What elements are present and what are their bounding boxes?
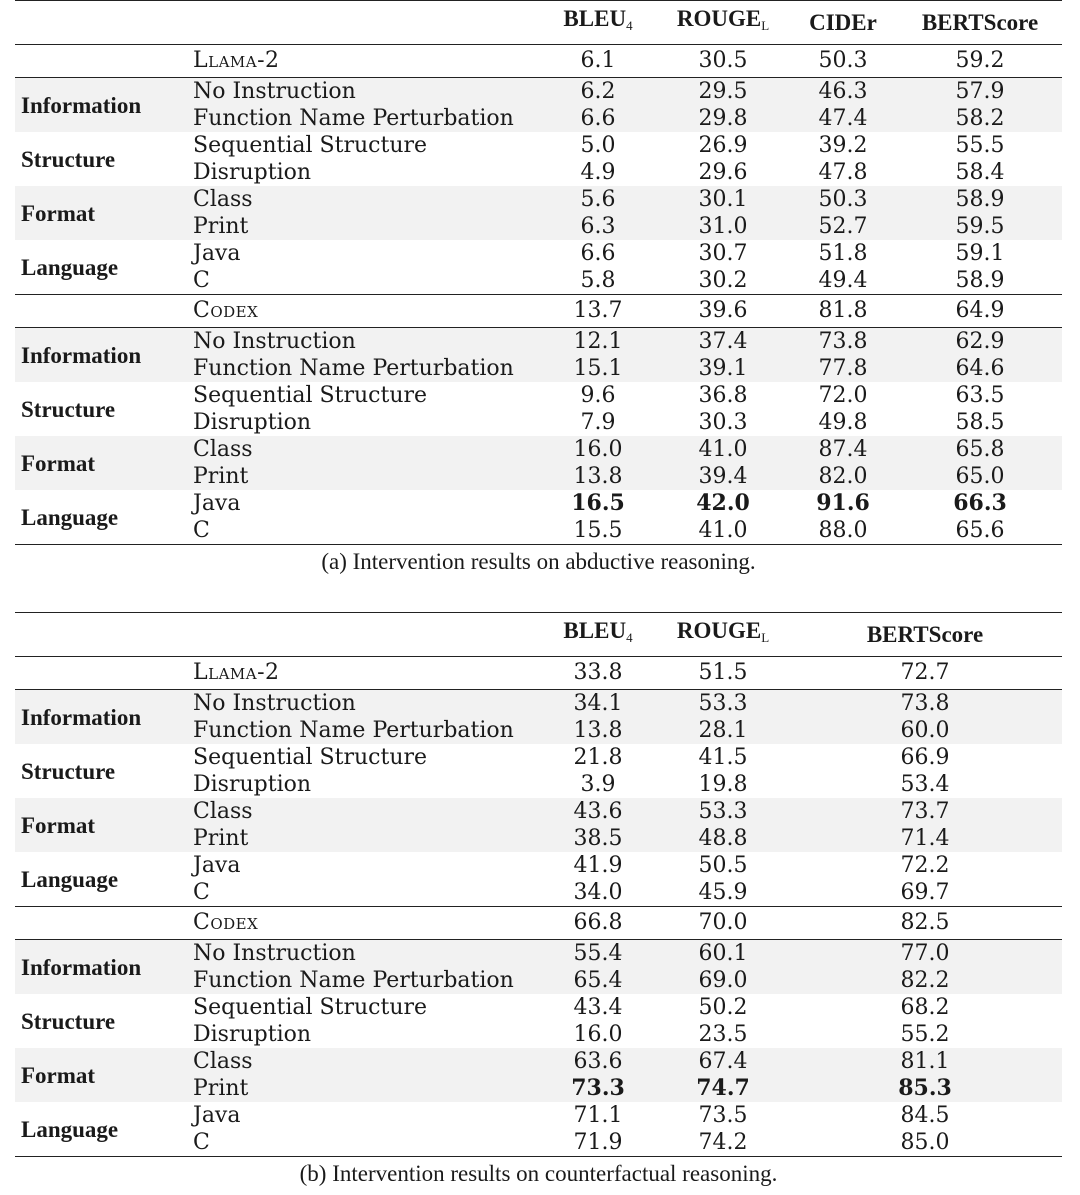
table-b-caption: (b) Intervention results on counterfactual reasoning.	[299, 1161, 778, 1186]
table-row	[15, 1102, 1062, 1129]
table-row	[15, 798, 1062, 825]
header-bleu: $BLEU_4$	[538, 1, 658, 45]
table-row	[15, 1048, 1062, 1075]
metric-value: 49.8	[818, 410, 868, 435]
intervention-name: Java	[193, 241, 241, 266]
metric-value: 9.6	[580, 383, 616, 408]
intervention-name: Java	[193, 1103, 241, 1128]
table-a-panel	[15, 0, 1062, 575]
intervention-name: Sequential Structure	[193, 133, 428, 158]
group-label: Language	[21, 1116, 119, 1142]
metric-value: 50.3	[788, 186, 898, 213]
metric-value: 34.1	[538, 690, 658, 718]
metric-value: 41.0	[698, 518, 748, 543]
intervention-name: C	[193, 1130, 210, 1155]
intervention-name: Sequential Structure	[193, 383, 428, 408]
baseline-row	[15, 295, 1062, 328]
header-bleu: $BLEU_4$	[538, 613, 658, 657]
baseline-value: 72.7	[788, 657, 1062, 690]
metric-value: 69.7	[900, 880, 950, 905]
metric-value: 53.3	[658, 690, 788, 718]
metric-value: 30.1	[658, 186, 788, 213]
metric-value: 39.2	[818, 133, 868, 158]
metric-value: 43.4	[573, 995, 623, 1020]
baseline-value: 64.9	[898, 295, 1062, 328]
metric-value: 71.4	[788, 825, 1062, 852]
metric-value: 71.1	[573, 1103, 623, 1128]
metric-value: 65.8	[898, 436, 1062, 463]
intervention-name: Disruption	[193, 410, 312, 435]
table-b-counterfactual	[15, 612, 1062, 1157]
metric-value: 59.1	[955, 241, 1005, 266]
intervention-name: Class	[193, 186, 538, 213]
intervention-name: C	[193, 268, 210, 293]
metric-value: 48.8	[658, 825, 788, 852]
table-row	[15, 436, 1062, 463]
intervention-name: No Instruction	[193, 690, 538, 718]
metric-value: 51.8	[818, 241, 868, 266]
intervention-name: Function Name Perturbation	[193, 355, 538, 382]
metric-value: 3.9	[580, 772, 616, 797]
metric-value: 55.5	[955, 133, 1005, 158]
baseline-value: 6.1	[538, 45, 658, 78]
intervention-name: Function Name Perturbation	[193, 717, 538, 744]
group-label: Information	[15, 78, 193, 133]
group-label: Language	[21, 866, 119, 892]
metric-value: 77.0	[788, 940, 1062, 968]
metric-value: 29.6	[698, 160, 748, 185]
intervention-name: Class	[193, 1048, 538, 1075]
group-label: Structure	[21, 146, 116, 172]
metric-value: 15.1	[538, 355, 658, 382]
table-row	[15, 328, 1062, 356]
metric-value: 52.7	[788, 213, 898, 240]
intervention-name: No Instruction	[193, 78, 538, 106]
group-label: Structure	[21, 758, 116, 784]
metric-value: 34.0	[573, 880, 623, 905]
model-name: Codex	[193, 907, 538, 940]
intervention-name: Disruption	[193, 1022, 312, 1047]
metric-value: 53.3	[658, 798, 788, 825]
metric-value: 4.9	[580, 160, 616, 185]
header-empty	[15, 1, 193, 45]
metric-value: 74.2	[698, 1130, 748, 1155]
metric-value: 16.5	[571, 490, 625, 516]
table-row	[15, 382, 1062, 409]
metric-value: 73.7	[788, 798, 1062, 825]
metric-value: 15.5	[573, 518, 623, 543]
group-label: Information	[15, 690, 193, 745]
baseline-value: 13.7	[538, 295, 658, 328]
group-label: Language	[21, 254, 119, 280]
metric-value: 23.5	[698, 1022, 748, 1047]
metric-value: 12.1	[538, 328, 658, 356]
intervention-name: Print	[193, 825, 538, 852]
metric-value: 60.0	[788, 717, 1062, 744]
metric-value: 29.8	[658, 105, 788, 132]
header-rouge: $ROUGE_L$	[658, 613, 788, 657]
metric-value: 68.2	[900, 995, 950, 1020]
metric-value: 65.6	[955, 518, 1005, 543]
baseline-value: 30.5	[658, 45, 788, 78]
header-rouge: $ROUGE_L$	[658, 1, 788, 45]
metric-value: 16.0	[538, 436, 658, 463]
metric-value: 38.5	[538, 825, 658, 852]
group-label: Language	[21, 504, 119, 530]
group-label: Structure	[21, 1008, 116, 1034]
metric-value: 47.4	[788, 105, 898, 132]
metric-value: 29.5	[658, 78, 788, 106]
metric-value: 31.0	[658, 213, 788, 240]
metric-value: 46.3	[788, 78, 898, 106]
baseline-row	[15, 907, 1062, 940]
intervention-name: C	[193, 518, 210, 543]
metric-value: 30.3	[698, 410, 748, 435]
metric-value: 39.1	[658, 355, 788, 382]
table-row	[15, 744, 1062, 771]
metric-value: 73.8	[788, 328, 898, 356]
baseline-value: 81.8	[788, 295, 898, 328]
metric-value: 63.6	[538, 1048, 658, 1075]
intervention-name: No Instruction	[193, 328, 538, 356]
metric-value: 85.0	[900, 1130, 950, 1155]
metric-value: 13.8	[538, 463, 658, 490]
metric-value: 30.2	[698, 268, 748, 293]
metric-value: 59.5	[898, 213, 1062, 240]
metric-value: 77.8	[788, 355, 898, 382]
metric-value: 26.9	[698, 133, 748, 158]
metric-value: 69.0	[658, 967, 788, 994]
metric-value: 19.8	[698, 772, 748, 797]
metric-value: 50.5	[698, 853, 748, 878]
baseline-value: 50.3	[788, 45, 898, 78]
model-name: Codex	[193, 295, 538, 328]
metric-value: 64.6	[898, 355, 1062, 382]
metric-value: 58.9	[955, 268, 1005, 293]
metric-value: 81.1	[788, 1048, 1062, 1075]
metric-value: 58.4	[955, 160, 1005, 185]
table-row	[15, 78, 1062, 106]
table-b-body	[15, 657, 1062, 1157]
metric-value: 65.4	[538, 967, 658, 994]
header-empty	[193, 613, 538, 657]
group-label: Format	[15, 436, 193, 490]
metric-value: 55.4	[538, 940, 658, 968]
metric-value: 5.6	[538, 186, 658, 213]
baseline-row	[15, 45, 1062, 78]
baseline-value: 59.2	[898, 45, 1062, 78]
model-name: Llama-2	[193, 657, 538, 690]
intervention-name: Java	[193, 853, 241, 878]
group-label: Information	[15, 328, 193, 383]
metric-value: 65.0	[898, 463, 1062, 490]
empty-cell	[15, 45, 193, 78]
metric-value: 87.4	[788, 436, 898, 463]
header-cider: CIDEr	[788, 1, 898, 45]
metric-value: 37.4	[658, 328, 788, 356]
group-label: Format	[15, 186, 193, 240]
header-empty	[15, 613, 193, 657]
baseline-row	[15, 657, 1062, 690]
metric-value: 91.6	[816, 490, 870, 516]
empty-cell	[15, 295, 193, 328]
metric-value: 55.2	[900, 1022, 950, 1047]
metric-value: 6.2	[538, 78, 658, 106]
intervention-name: Function Name Perturbation	[193, 105, 538, 132]
metric-value: 73.8	[788, 690, 1062, 718]
intervention-name: Sequential Structure	[193, 995, 428, 1020]
intervention-name: Print	[193, 213, 538, 240]
intervention-name: Print	[193, 1075, 538, 1102]
metric-value: 30.7	[698, 241, 748, 266]
metric-value: 5.0	[580, 133, 616, 158]
metric-value: 21.8	[573, 745, 623, 770]
metric-value: 6.3	[538, 213, 658, 240]
metric-value: 53.4	[900, 772, 950, 797]
metric-value: 66.9	[900, 745, 950, 770]
group-label: Structure	[21, 396, 116, 422]
baseline-value: 70.0	[658, 907, 788, 940]
metric-value: 84.5	[900, 1103, 950, 1128]
baseline-value: 51.5	[658, 657, 788, 690]
intervention-name: Sequential Structure	[193, 745, 428, 770]
table-row	[15, 132, 1062, 159]
table-row	[15, 240, 1062, 267]
metric-value: 58.2	[898, 105, 1062, 132]
metric-value: 6.6	[580, 241, 616, 266]
metric-value: 7.9	[580, 410, 616, 435]
metric-value: 72.2	[900, 853, 950, 878]
intervention-name: No Instruction	[193, 940, 538, 968]
metric-value: 62.9	[898, 328, 1062, 356]
empty-cell	[15, 907, 193, 940]
metric-value: 42.0	[696, 490, 750, 516]
empty-cell	[15, 657, 193, 690]
intervention-name: Disruption	[193, 772, 312, 797]
table-header-row	[15, 613, 1062, 657]
intervention-name: C	[193, 880, 210, 905]
metric-value: 66.3	[953, 490, 1007, 516]
intervention-name: Java	[193, 491, 241, 516]
metric-value: 36.8	[698, 383, 748, 408]
metric-value: 58.5	[955, 410, 1005, 435]
metric-value: 6.6	[538, 105, 658, 132]
intervention-name: Print	[193, 463, 538, 490]
metric-value: 63.5	[955, 383, 1005, 408]
metric-value: 43.6	[538, 798, 658, 825]
metric-value: 41.0	[658, 436, 788, 463]
metric-value: 28.1	[658, 717, 788, 744]
table-a-body	[15, 45, 1062, 545]
table-row	[15, 852, 1062, 879]
group-label: Format	[15, 798, 193, 852]
metric-value: 85.3	[788, 1075, 1062, 1102]
metric-value: 60.1	[658, 940, 788, 968]
metric-value: 58.9	[898, 186, 1062, 213]
intervention-name: Disruption	[193, 160, 312, 185]
baseline-value: 66.8	[538, 907, 658, 940]
group-label: Format	[15, 1048, 193, 1102]
metric-value: 88.0	[818, 518, 868, 543]
metric-value: 74.7	[658, 1075, 788, 1102]
model-name: Llama-2	[193, 45, 538, 78]
table-row	[15, 690, 1062, 718]
intervention-name: Class	[193, 798, 538, 825]
metric-value: 39.4	[658, 463, 788, 490]
table-row	[15, 490, 1062, 517]
metric-value: 16.0	[573, 1022, 623, 1047]
baseline-value: 39.6	[658, 295, 788, 328]
header-bertscore: BERTScore	[788, 613, 1062, 657]
baseline-value: 82.5	[788, 907, 1062, 940]
metric-value: 41.5	[698, 745, 748, 770]
baseline-value: 33.8	[538, 657, 658, 690]
table-row	[15, 994, 1062, 1021]
table-a-abductive	[15, 0, 1062, 545]
metric-value: 49.4	[818, 268, 868, 293]
table-row	[15, 940, 1062, 968]
intervention-name: Function Name Perturbation	[193, 967, 538, 994]
metric-value: 72.0	[818, 383, 868, 408]
table-row	[15, 186, 1062, 213]
metric-value: 50.2	[698, 995, 748, 1020]
metric-value: 82.2	[788, 967, 1062, 994]
metric-value: 13.8	[538, 717, 658, 744]
header-bertscore: BERTScore	[898, 1, 1062, 45]
metric-value: 67.4	[658, 1048, 788, 1075]
header-empty	[193, 1, 538, 45]
metric-value: 82.0	[788, 463, 898, 490]
metric-value: 45.9	[698, 880, 748, 905]
metric-value: 5.8	[580, 268, 616, 293]
metric-value: 71.9	[573, 1130, 623, 1155]
table-a-caption: (a) Intervention results on abductive reasoning.	[321, 549, 756, 574]
metric-value: 73.5	[698, 1103, 748, 1128]
table-b-panel	[15, 612, 1062, 1187]
metric-value: 41.9	[573, 853, 623, 878]
metric-value: 73.3	[538, 1075, 658, 1102]
table-header-row	[15, 1, 1062, 45]
intervention-name: Class	[193, 436, 538, 463]
metric-value: 47.8	[818, 160, 868, 185]
group-label: Information	[15, 940, 193, 995]
metric-value: 57.9	[898, 78, 1062, 106]
